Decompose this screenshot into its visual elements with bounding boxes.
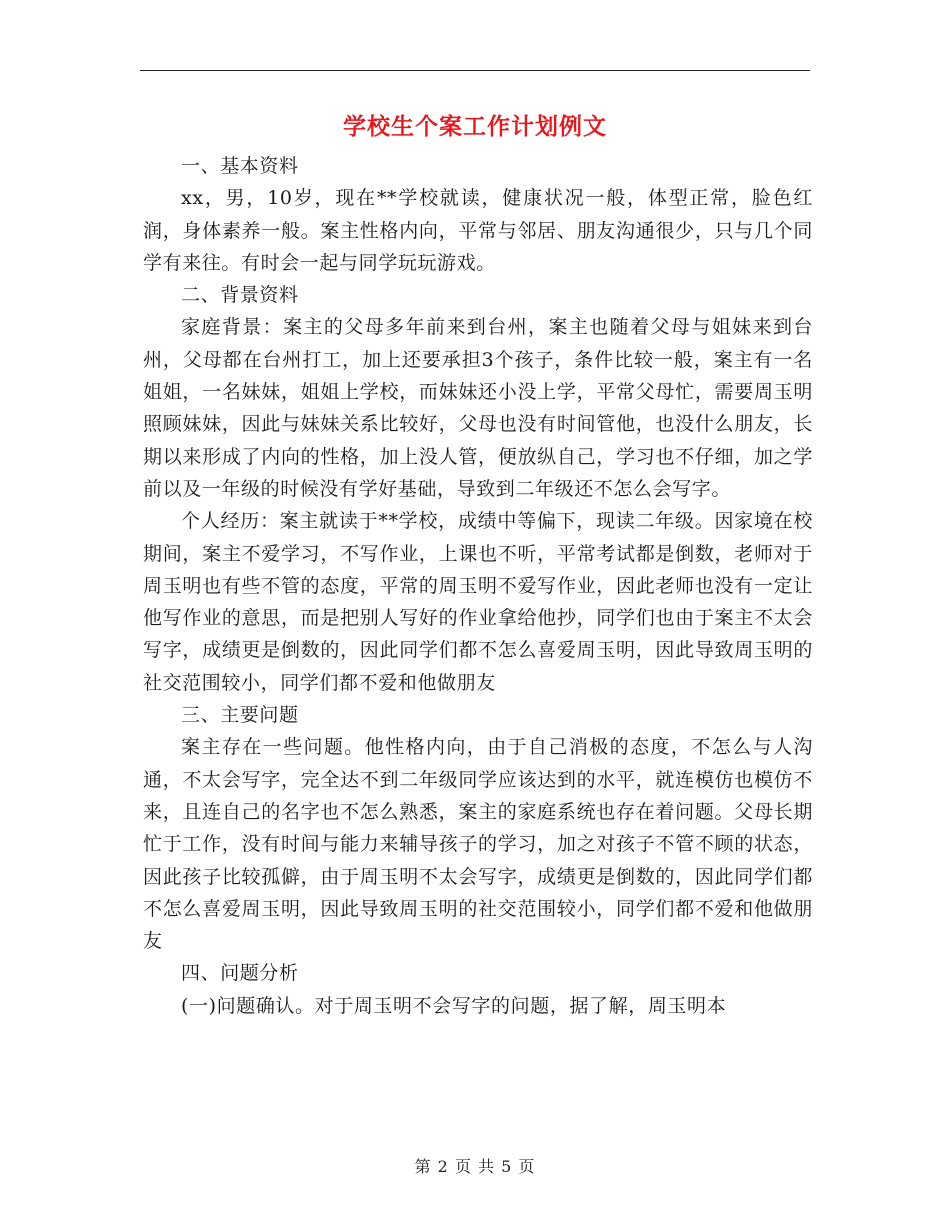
paragraph-basic-info: xx，男，10岁，现在**学校就读，健康状况一般，体型正常，脸色红润，身体素养一般。案主性格内向，平常与邻居、朋友沟通很少，只与几个同学有来往。有时会一起与同学玩玩游戏。 (143, 187, 813, 274)
section-heading-main-problems: 三、主要问题 (181, 704, 299, 727)
paragraph-family-background: 家庭背景：案主的父母多年前来到台州，案主也随着父母与姐妹来到台州，父母都在台州打工，加上还要承担3个孩子，条件比较一般，案主有一名姐姐，一名妹妹，姐姐上学校，而妹妹还小没上学，平常父母忙，需要周玉明照顾妹妹，因此与妹妹关系比较好，父母也没有时间管他，也没什么朋友，长期以来形成了内向的性格，加上没人管，便放纵自己，学习也不仔细，加之学前以及一年级的时候没有学好基础，导致到二年级还不怎么会写字。 (143, 316, 813, 500)
header-rule (140, 70, 810, 71)
document-title: 学校生个案工作计划例文 (343, 113, 607, 140)
paragraph-problem-confirmation: (一)问题确认。对于周玉明不会写字的问题，据了解，周玉明本 (181, 994, 727, 1017)
paragraph-main-problems: 案主存在一些问题。他性格内向，由于自己消极的态度，不怎么与人沟通，不太会写字，完全达不到二年级同学应该达到的水平，就连模仿也模仿不来，且连自己的名字也不怎么熟悉，案主的家庭系统也存在着问题。父母长期忙于工作，没有时间与能力来辅导孩子的学习，加之对孩子不管不顾的状态，因此孩子比较孤僻，由于周玉明不太会写字，成绩更是倒数的，因此同学们都不怎么喜爱周玉明，因此导致周玉明的社交范围较小，同学们都不爱和他做朋友 (143, 736, 813, 953)
page-footer: 第 2 页 共 5 页 (414, 1157, 536, 1176)
section-heading-basic-info: 一、基本资料 (181, 155, 299, 177)
section-heading-background: 二、背景资料 (181, 284, 299, 307)
document-body (143, 150, 813, 1022)
paragraph-personal-history: 个人经历：案主就读于**学校，成绩中等偏下，现读二年级。因家境在校期间，案主不爱学习，不写作业，上课也不听，平常考试都是倒数，老师对于周玉明也有些不管的态度，平常的周玉明不爱写作业，因此老师也没有一定让他写作业的意思，而是把别人写好的作业拿给他抄，同学们也由于案主不太会写字，成绩更是倒数的，因此同学们都不怎么喜爱周玉明，因此导致周玉明的社交范围较小，同学们都不爱和他做朋友 (143, 510, 813, 694)
section-heading-problem-analysis: 四、问题分析 (181, 962, 299, 985)
